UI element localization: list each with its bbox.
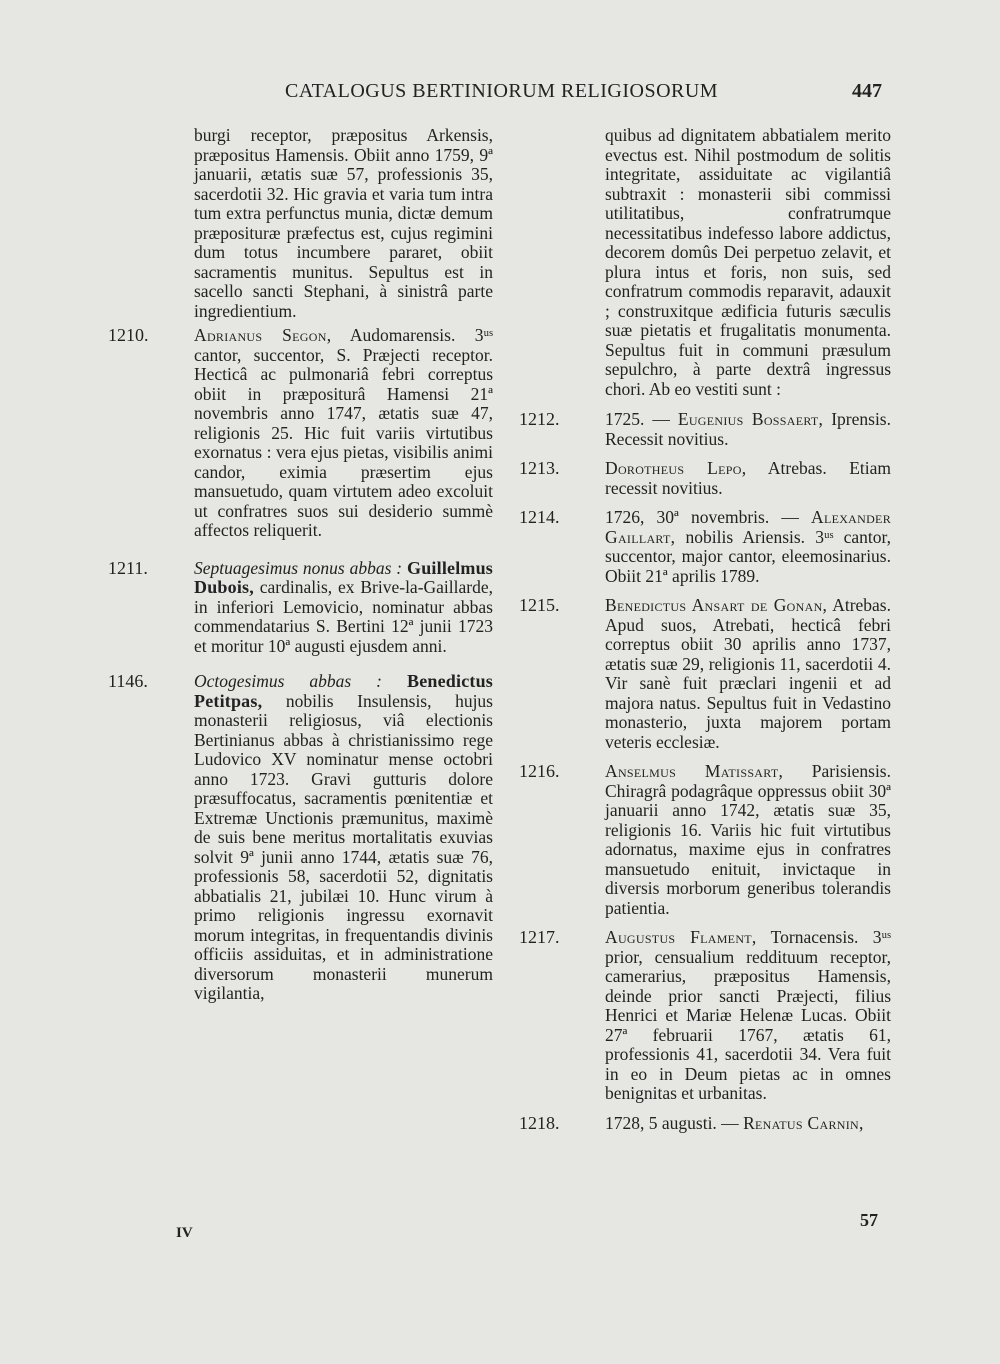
entry-text: Atrebas. Etiam recessit novitius. (605, 458, 891, 498)
entry-lead: 1726, 30ª novembris. — (605, 507, 811, 527)
entry-1217 (519, 928, 891, 1104)
entry-name: Alexander Gaillart, (605, 507, 891, 547)
entry-name: Renatus Carnin, (743, 1112, 864, 1133)
left-column (108, 126, 493, 1004)
entry-name: Anselmus Matissart, (605, 761, 784, 781)
entry-name: Benedictus Ansart de Gonan, (605, 595, 828, 615)
entry-1214 (519, 508, 891, 586)
entry-name: Eugenius Bossaert, (677, 409, 824, 429)
entry-name: Augustus Flament, (605, 927, 757, 947)
entry-lead: 1725. — (605, 409, 678, 429)
entry-text: nobilis Insulensis, hujus monasterii religiosus, viâ electionis Bertinianus abbas à christianissimo rege Ludovico XV nominatur mense octobri anno 1723. Gravi gutturis dolore præsuffocatus, sacramentis pœnitentiæ et Extremæ Unctionis præmunitus, maximè de suis bene meritus mortalitatis exuvias solvit 9ª junii anno 1744, ætatis suæ 76, professionis 58, sacerdotii 52, dignitatis abbatialis 21, jubilæi 10. Hunc virum à primo religionis ingressu exornavit morum integritas, in frequentandis divinis officiis assiduitas, et in administratione diversorum monasterii munerum vigilantia, (194, 690, 493, 1003)
entry-number: 1216. (519, 761, 560, 781)
left-continuation: burgi receptor, præpositus Arkensis, præpositus Hamensis. Obiit anno 1759, 9ª januarii, ætatis suæ 57, professionis 35, sacerdotii 32. Hic gravia et varia tum intra tum extra perfunctus munia, dictæ demum præposituræ præfectus est, cujus regimini dum totus incumbere pararet, obiit sacramentis munitus. Sepultus est in sacello sancti Stephani, à sinistrâ parte ingredientium. (194, 125, 493, 321)
entry-text: Tornacensis. 3ᵘˢ prior, censualium reddituum receptor, camerarius, præpositus Hamensis, deinde prior sancti Præjecti, filius Henrici et Mariæ Helenæ Lucas. Obiit 27ª februarii 1767, ætatis 61, professionis 41, sacerdotii 34. Vera fuit in eo in Deum pietas ac in omnes benignitas et urbanitas. (605, 927, 891, 1103)
entry-prefix: Septuagesimus nonus abbas : (194, 557, 403, 578)
entry-name: Dorotheus Lepo, (605, 458, 747, 478)
entry-number: 1214. (519, 507, 560, 527)
entry-1215 (519, 596, 891, 752)
signature-mark: IV (176, 1225, 193, 1241)
running-title: CATALOGUS BERTINIORUM RELIGIOSORUM (285, 80, 719, 102)
page-number: 447 (852, 80, 882, 102)
entry-number: 1217. (519, 927, 560, 947)
entry-text: Parisiensis. Chiragrâ podagrâque oppressus obiit 30ª januarii anno 1742, ætatis suæ 35, religionis 16. Variis hic fuit virtutibus adornatus, maxime ejus in confratres mansuetudo enituit, invictaque in diversis morborum generibus tolerandis patientia. (605, 761, 891, 918)
entry-number: 1210. (108, 325, 149, 345)
entry-1211 (108, 559, 493, 657)
right-column (519, 126, 891, 1133)
entry-name: Guillelmus Dubois, (194, 557, 494, 597)
entry-number: 1212. (519, 409, 560, 429)
entry-text: Audomarensis. 3ᵘˢ cantor, succentor, S. Præjecti receptor. Hecticâ ac pulmonariâ febri correptus obiit in præpositurâ Hamensi 21ª novembris anno 1747, ætatis suæ 47, religionis 25. Hic fuit variis virtutibus exornatus : vera ejus pietas, visibilis animi candor, eximia præsertim ejus mansuetudo, quam virtutem adeo excoluit ut confratres suos sui desiderio summè affectos reliquerit. (194, 325, 493, 540)
entry-prefix: Octogesimus abbas : (194, 671, 383, 691)
entry-number: 1211. (108, 557, 148, 578)
entry-text: Iprensis. Recessit novitius. (605, 409, 891, 449)
entry-text: nobilis Ariensis. 3ᵘˢ cantor, succentor, major cantor, eleemosinarius. Obiit 21ª aprilis 1789. (605, 526, 891, 586)
entry-text: Atrebas. Apud suos, Atrebati, hecticâ febri correptus obiit 30 aprilis anno 1737, ætatis suæ 29, religionis 11, sacerdotii 4. Vir sanè fuit præclari ingenii et ad majora natus. Sepultus fuit in Vedastino monasterio, juxta majorem portam veteris ecclesiæ. (605, 595, 891, 752)
entry-1216 (519, 762, 891, 918)
entry-number: 1215. (519, 595, 560, 615)
entry-1210 (108, 326, 493, 541)
entry-name: Adrianus Segon, (194, 325, 332, 345)
entry-number: 1213. (519, 458, 560, 478)
entry-1212 (519, 410, 891, 449)
entry-name: Benedictus Petitpas, (194, 671, 494, 711)
entry-number: 1218. (519, 1112, 560, 1133)
entry-number: 1146. (108, 671, 148, 691)
entry-1218 (519, 1114, 891, 1134)
entry-1146 (108, 672, 493, 1004)
sheet-number: 57 (860, 1210, 878, 1230)
entry-lead: 1728, 5 augusti. — (605, 1112, 744, 1133)
entry-1213 (519, 459, 891, 498)
right-continuation: quibus ad dignitatem abbatialem merito evectus est. Nihil postmodum de solitis integritate, assiduitate ac vigilantiâ subtraxit : monasterii sibi commissi utilitatibus, confratrumque necessitatibus indefesso labore addictus, decorem domûs Dei perpetuo zelavit, et plura intus et foris, non suis, sed confratrum commodis reparavit, adauxit ; construxitque ædificia futuris sæculis suæ pietatis et frugalitatis monumenta. Sepultus fuit in communi præsulum sepulchro, à parte dextrâ ingressus chori. Ab eo vestiti sunt : (605, 125, 891, 399)
entry-text: cardinalis, ex Brive-la-Gaillarde, in inferiori Lemovicio, nominatur abbas commendatarius S. Bertini 12ª junii 1723 et moritur 10ª augusti ejusdem anni. (194, 577, 493, 656)
